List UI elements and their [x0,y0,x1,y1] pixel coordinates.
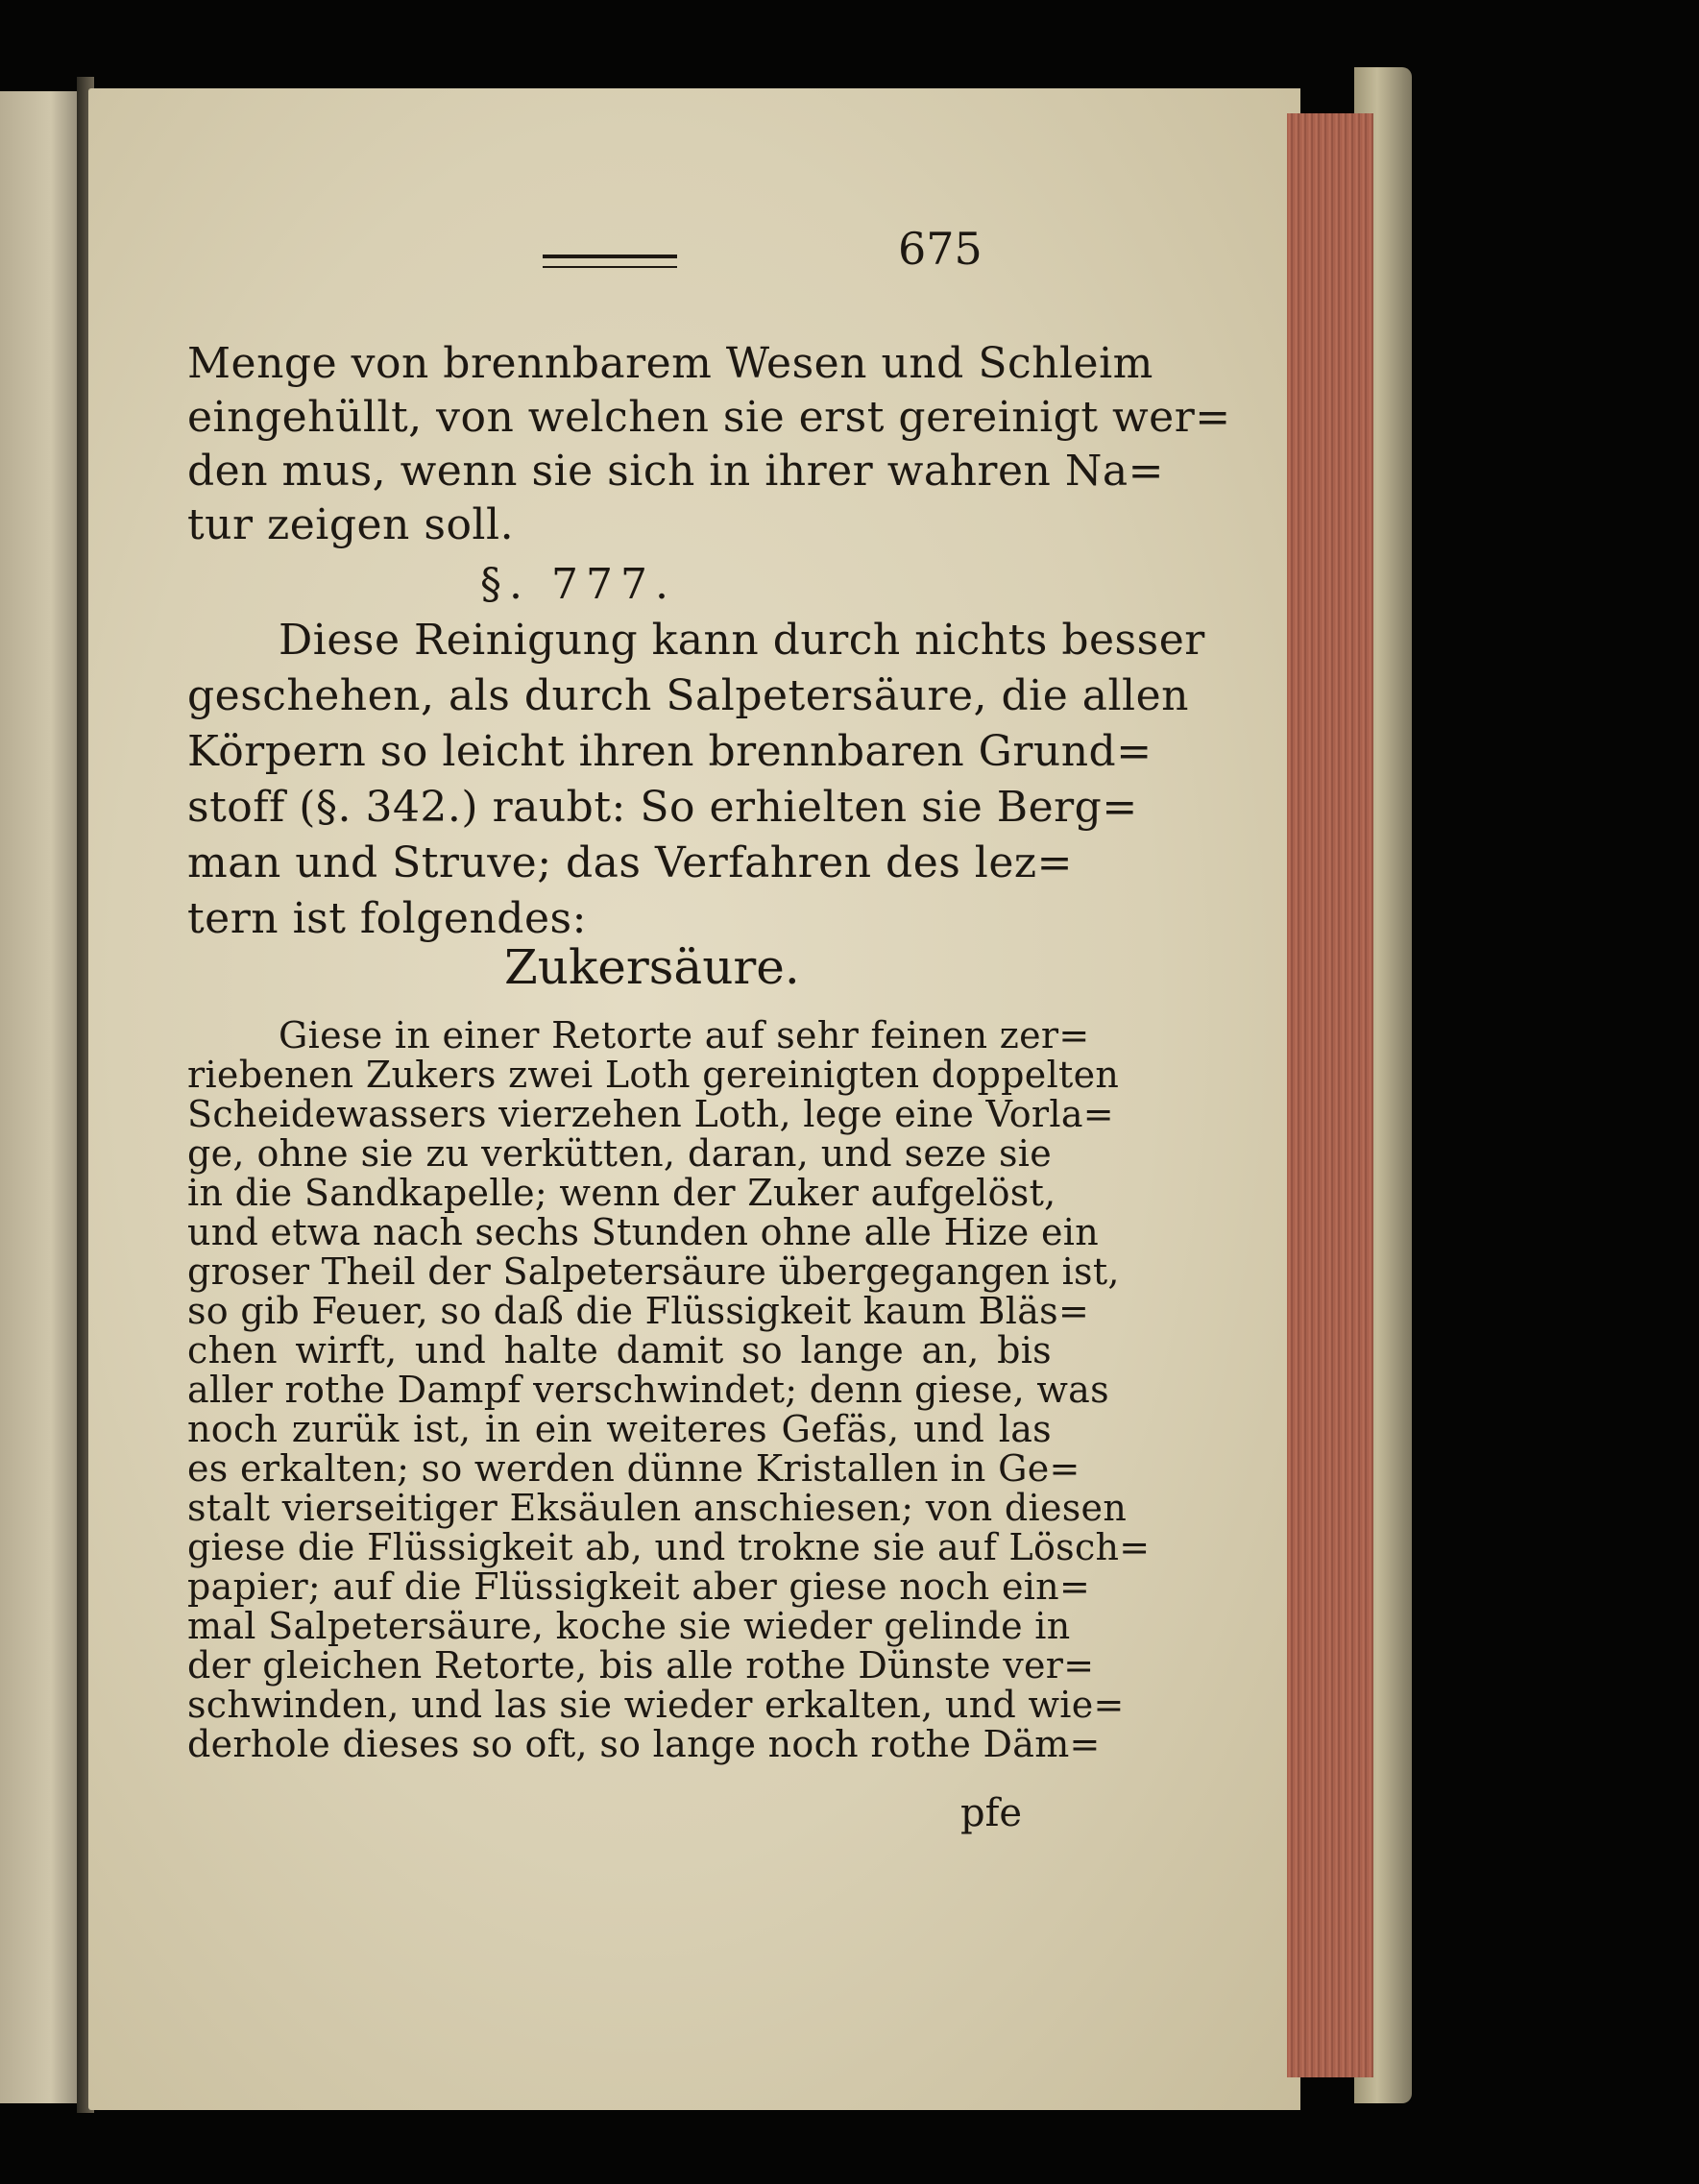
page-fore-edge [1287,113,1373,2077]
text-line: aller rothe Dampf verschwindet; denn giese, was [187,1369,1109,1411]
text-line: Giese in einer Retorte auf sehr feinen zer= [279,1014,1090,1056]
text-line: den mus, wenn sie sich in ihrer wahren Na= [187,447,1164,496]
text-line: so gib Feuer, so daß die Flüssigkeit kaum Bläs= [187,1290,1090,1332]
text-line: eingehüllt, von welchen sie erst gereinigt wer= [187,393,1231,442]
text-line: noch zurük ist, in ein weiteres Gefäs, und las [187,1408,1052,1450]
text-line: chen wirft, und halte damit so lange an, bis [187,1329,1052,1371]
text-line: Körpern so leicht ihren brennbaren Grund= [187,727,1153,776]
catchword: pfe [960,1791,1023,1835]
text-line: Scheidewassers vierzehen Loth, lege eine Vorla= [187,1093,1114,1135]
text-line: in die Sandkapelle; wenn der Zuker aufgelöst, [187,1172,1056,1214]
text-line: schwinden, und las sie wieder erkalten, und wie= [187,1684,1125,1726]
text-line: papier; auf die Flüssigkeit aber giese noch ein= [187,1565,1091,1608]
text-line: geschehen, als durch Salpetersäure, die allen [187,671,1189,720]
text-line: stalt vierseitiger Eksäulen anschiesen; von diesen [187,1487,1128,1529]
text-line: tern ist folgendes: [187,894,587,943]
text-line: giese die Flüssigkeit ab, und trokne sie auf Lösch= [187,1526,1151,1568]
header-rule [543,255,677,268]
text-line: und etwa nach sechs Stunden ohne alle Hize ein [187,1211,1099,1253]
text-line: man und Struve; das Verfahren des lez= [187,838,1073,887]
text-line: tur zeigen soll. [187,500,515,549]
text-line: es erkalten; so werden dünne Kristallen in Ge= [187,1447,1080,1490]
section-heading: Zukersäure. [504,939,800,995]
page-number: 675 [898,223,983,275]
text-line: mal Salpetersäure, koche sie wieder gelinde in [187,1605,1071,1647]
text-line: derhole dieses so oft, so lange noch rothe Däm= [187,1723,1101,1765]
text-line: stoff (§. 342.) raubt: So erhielten sie Berg= [187,783,1138,832]
text-line: ge, ohne sie zu verkütten, daran, und seze sie [187,1132,1052,1175]
text-line: der gleichen Retorte, bis alle rothe Dünste ver= [187,1644,1095,1687]
text-line: Menge von brennbarem Wesen und Schleim [187,339,1153,388]
text-line: Diese Reinigung kann durch nichts besser [279,616,1205,665]
section-number: §. 777. [480,560,676,609]
text-line: groser Theil der Salpetersäure übergegangen ist, [187,1250,1120,1293]
text-line: riebenen Zukers zwei Loth gereinigten doppelten [187,1054,1120,1096]
facing-page-edge [0,91,85,2103]
